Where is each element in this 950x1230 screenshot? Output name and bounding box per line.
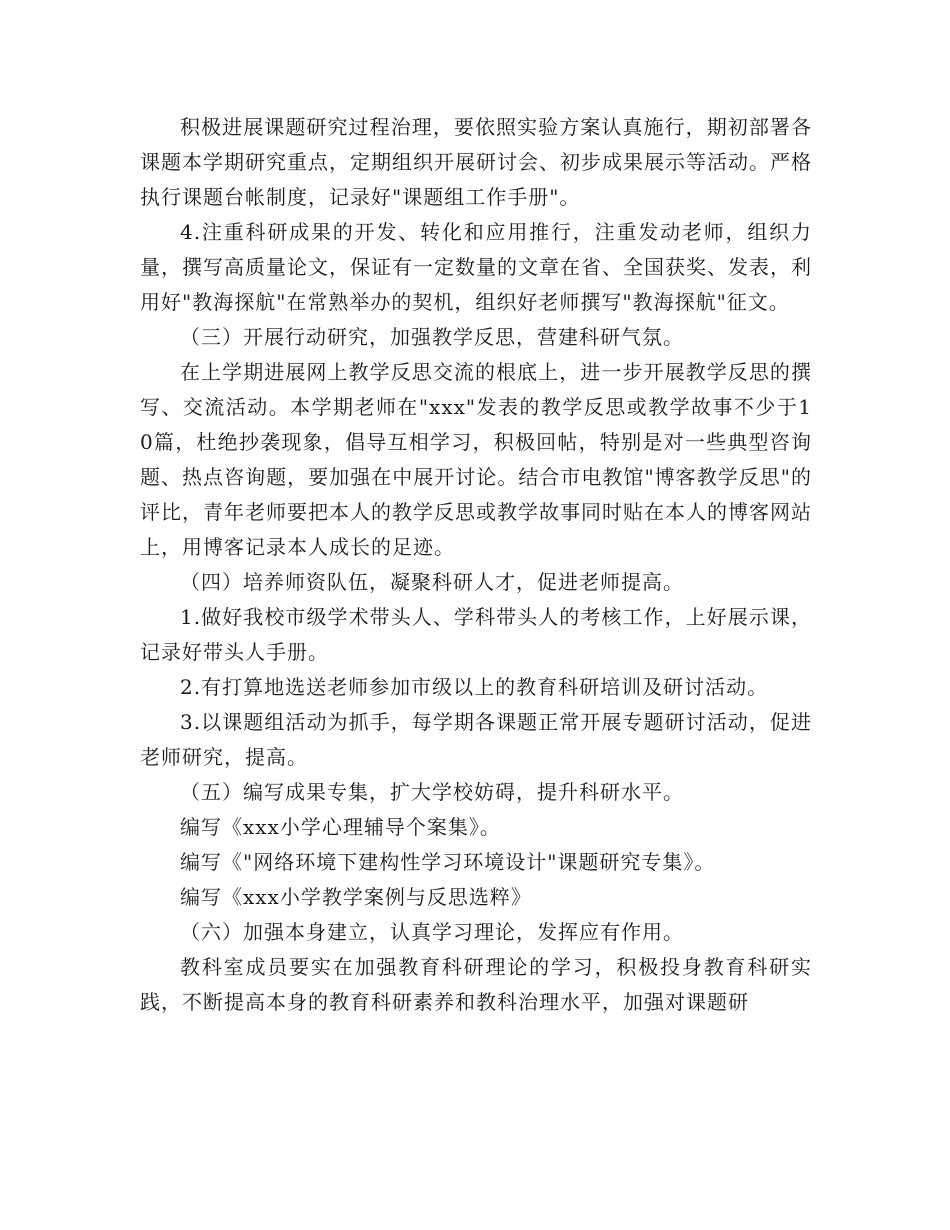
compile-item-cases: 编写《xxx小学教学案例与反思选粹》 — [180, 885, 532, 909]
section-heading-six: （六）加强本身建立，认真学习理论，发挥应有作用。 — [180, 920, 684, 944]
list-item-2: 2.有打算地选送老师参加市级以上的教育科研培训及研讨活动。 — [180, 675, 769, 699]
compile-item-network: 编写《"网络环境下建构性学习环境设计"课题研究专集》。 — [180, 850, 716, 874]
paragraph-research-results: 4.注重科研成果的开发、转化和应用推行，注重发动老师，组织力量，撰写高质量论文，保证有一定数量的文章在省、全国获奖、发表，利用好"教海探航"在常熟举办的契机，组织好老师撰写"教海探航"征文。 — [140, 220, 812, 314]
section-heading-three: （三）开展行动研究，加强教学反思，营建科研气氛。 — [180, 325, 684, 349]
list-item-3: 3.以课题组活动为抓手，每学期各课题正常开展专题研讨活动，促进老师研究，提高。 — [140, 710, 812, 769]
paragraph-teaching-reflection: 在上学期进展网上教学反思交流的根底上，进一步开展教学反思的撰写、交流活动。本学期老师在"xxx"发表的教学反思或教学故事不少于10篇，杜绝抄袭现象，倡导互相学习，积极回帖，特别是对一些典型咨询题、热点咨询题，要加强在中展开讨论。结合市电教馆"博客教学反思"的评比，青年老师要把本人的教学反思或教学故事同时贴在本人的博客网站上，用博客记录本人成长的足迹。 — [140, 360, 812, 559]
section-heading-four: （四）培养师资队伍，凝聚科研人才，促进老师提高。 — [180, 570, 684, 594]
section-heading-five: （五）编写成果专集，扩大学校妨碍，提升科研水平。 — [180, 780, 684, 804]
document-body — [140, 110, 812, 1020]
list-item-1: 1.做好我校市级学术带头人、学科带头人的考核工作，上好展示课，记录好带头人手册。 — [140, 605, 812, 664]
paragraph-self-building: 教科室成员要实在加强教育科研理论的学习，积极投身教育科研实践，不断提高本身的教育科研素养和教科治理水平，加强对课题研 — [140, 955, 812, 1014]
compile-item-psychology: 编写《xxx小学心理辅导个案集》。 — [180, 815, 501, 839]
paragraph-process-management: 积极进展课题研究过程治理，要依照实验方案认真施行，期初部署各课题本学期研究重点，定期组织开展研讨会、初步成果展示等活动。严格执行课题台帐制度，记录好"课题组工作手册"。 — [140, 115, 812, 209]
